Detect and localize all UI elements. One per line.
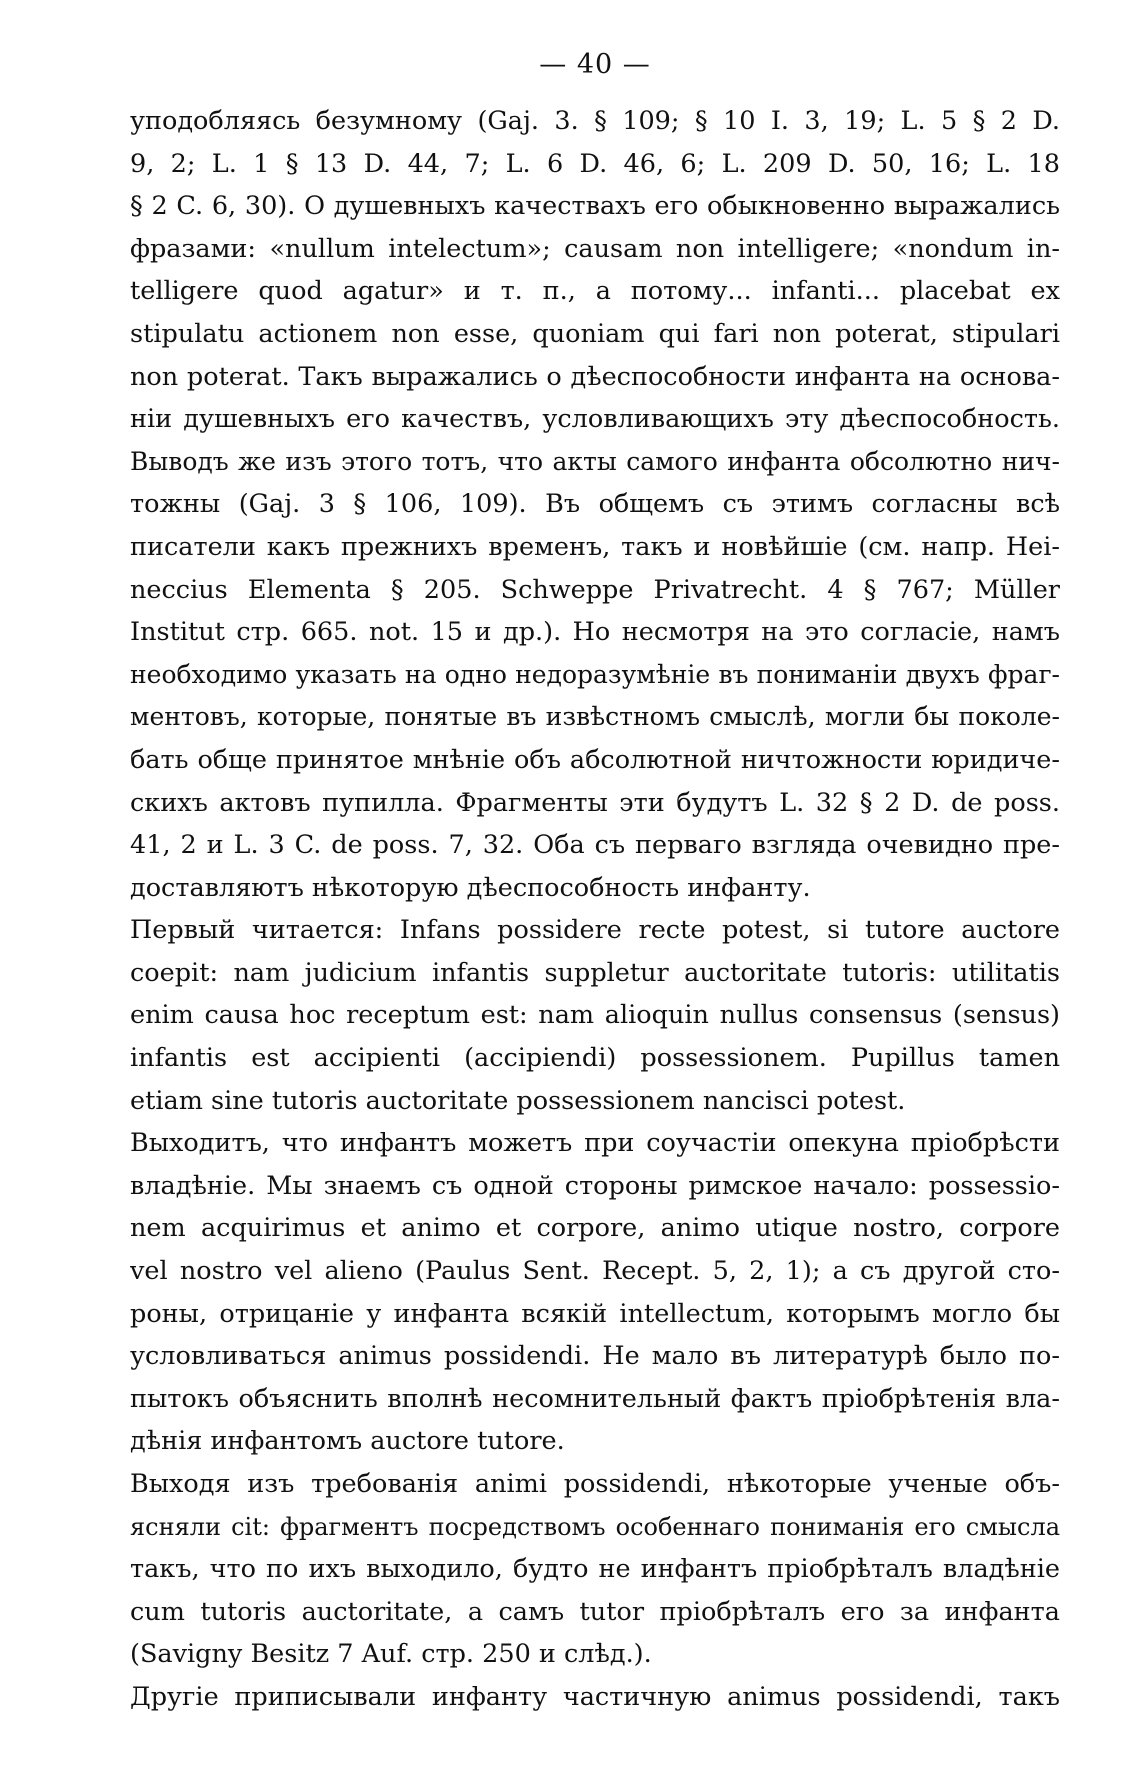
text-line: Institut стр. 665. not. 15 и др.). Но несмотря на это согласiе, намъ bbox=[130, 617, 1060, 648]
text-line: stipulatu actionem non esse, quoniam qui fari non poterat, stipulari bbox=[130, 318, 1060, 349]
text-line: такъ, что по ихъ выходило, будто не инфантъ прiобрѣталъ владѣнiе bbox=[130, 1554, 1060, 1585]
text-line: пытокъ объяснить вполнѣ несомнительный фактъ прiобрѣтенiя вла- bbox=[130, 1383, 1060, 1414]
paragraph-5 bbox=[130, 1676, 1060, 1719]
text-line: nem acquirimus et animo et corpore, animo utique nostro, corpore bbox=[130, 1213, 1060, 1244]
text-line: роны, отрицанiе у инфанта всякiй intellectum, которымъ могло бы bbox=[130, 1298, 1060, 1329]
text-line: тожны (Gaj. 3 § 106, 109). Въ общемъ съ этимъ согласны всѣ bbox=[130, 489, 1060, 520]
text-line: уподобляясь безумному (Gaj. 3. § 109; § 10 I. 3, 19; L. 5 § 2 D. bbox=[130, 106, 1060, 136]
text-line: non poterat. Такъ выражались о дѣеспособности инфанта на основа- bbox=[130, 361, 1060, 392]
paragraph-4 bbox=[130, 1463, 1060, 1676]
paragraph-3 bbox=[130, 1122, 1060, 1463]
text-line: infantis est accipienti (accipiendi) possessionem. Pupillus tamen bbox=[130, 1043, 1060, 1074]
paragraph-1 bbox=[130, 100, 1060, 909]
page-number: — 40 — bbox=[539, 49, 651, 80]
text-line: vel nostro vel alieno (Paulus Sent. Recept. 5, 2, 1); а съ другой сто- bbox=[130, 1256, 1060, 1287]
text-line: Выходя изъ требованiя animi possidendi, нѣкоторые ученые объ- bbox=[130, 1469, 1060, 1499]
text-line: cum tutoris auctoritate, а самъ tutor прiобрѣталъ его за инфанта bbox=[130, 1596, 1060, 1627]
text-line: 41, 2 и L. 3 C. de poss. 7, 32. Оба съ перваго взгляда очевидно пре- bbox=[130, 830, 1060, 861]
text-line: Выходитъ, что инфантъ можетъ при соучастiи опекуна прiобрѣсти bbox=[130, 1128, 1060, 1159]
text-line: telligere quod agatur» и т. п., а потому... infanti... placebat ex bbox=[130, 276, 1060, 307]
text-line: 9, 2; L. 1 § 13 D. 44, 7; L. 6 D. 46, 6; L. 209 D. 50, 16; L. 18 bbox=[130, 148, 1060, 179]
text-line: дѣнiя инфантомъ auctore tutore. bbox=[130, 1426, 565, 1457]
text-line: enim causa hoc receptum est: nam alioquin nullus consensus (sensus) bbox=[130, 1000, 1060, 1031]
text-line: Выводъ же изъ этого тотъ, что акты самого инфанта обсолютно нич- bbox=[130, 446, 1060, 476]
text-line: скихъ актовъ пупилла. Фрагменты эти будутъ L. 32 § 2 D. de poss. bbox=[130, 787, 1060, 818]
text-line: ментовъ, которые, понятые въ извѣстномъ смыслѣ, могли бы поколе- bbox=[130, 702, 1060, 732]
document-page bbox=[130, 40, 1060, 1740]
paragraph-2 bbox=[130, 909, 1060, 1122]
text-line: coepit: nam judicium infantis suppletur auctoritate tutoris: utilitatis bbox=[130, 957, 1060, 988]
text-line: Другiе приписывали инфанту частичную animus possidendi, такъ bbox=[130, 1681, 1060, 1712]
text-line: писатели какъ прежнихъ временъ, такъ и новѣйшiе (см. напр. Hei- bbox=[130, 531, 1060, 562]
text-line: доставляютъ нѣкоторую дѣеспособность инфанту. bbox=[130, 872, 811, 903]
text-line: (Savigny Besitz 7 Auf. стр. 250 и слѣд.). bbox=[130, 1639, 652, 1670]
text-line: neccius Elementa § 205. Schweppe Privatrecht. 4 § 767; Müller bbox=[130, 574, 1060, 605]
text-line: Первый читается: Infans possidere recte potest, si tutore auctore bbox=[130, 915, 1060, 946]
text-line: нiи душевныхъ его качествъ, условливающихъ эту дѣеспособность. bbox=[130, 404, 1060, 435]
text-line: бать обще принятое мнѣнiе объ абсолютной ничтожности юридиче- bbox=[130, 744, 1060, 775]
text-line: фразами: «nullum intelectum»; causam non intelligere; «nondum in- bbox=[130, 233, 1060, 264]
text-line: § 2 C. 6, 30). О душевныхъ качествахъ его обыкновенно выражались bbox=[130, 191, 1060, 222]
text-line: владѣнiе. Мы знаемъ съ одной стороны римское начало: possessio- bbox=[130, 1170, 1060, 1201]
text-line: etiam sine tutoris auctoritate possessionem nancisci potest. bbox=[130, 1085, 906, 1116]
text-line: условливаться animus possidendi. Не мало въ литературѣ было по- bbox=[130, 1341, 1060, 1372]
text-line: необходимо указать на одно недоразумѣнiе въ пониманiи двухъ фраг- bbox=[130, 659, 1060, 689]
text-line: ясняли cit: фрагментъ посредствомъ особеннаго пониманiя его смысла bbox=[130, 1512, 1060, 1541]
